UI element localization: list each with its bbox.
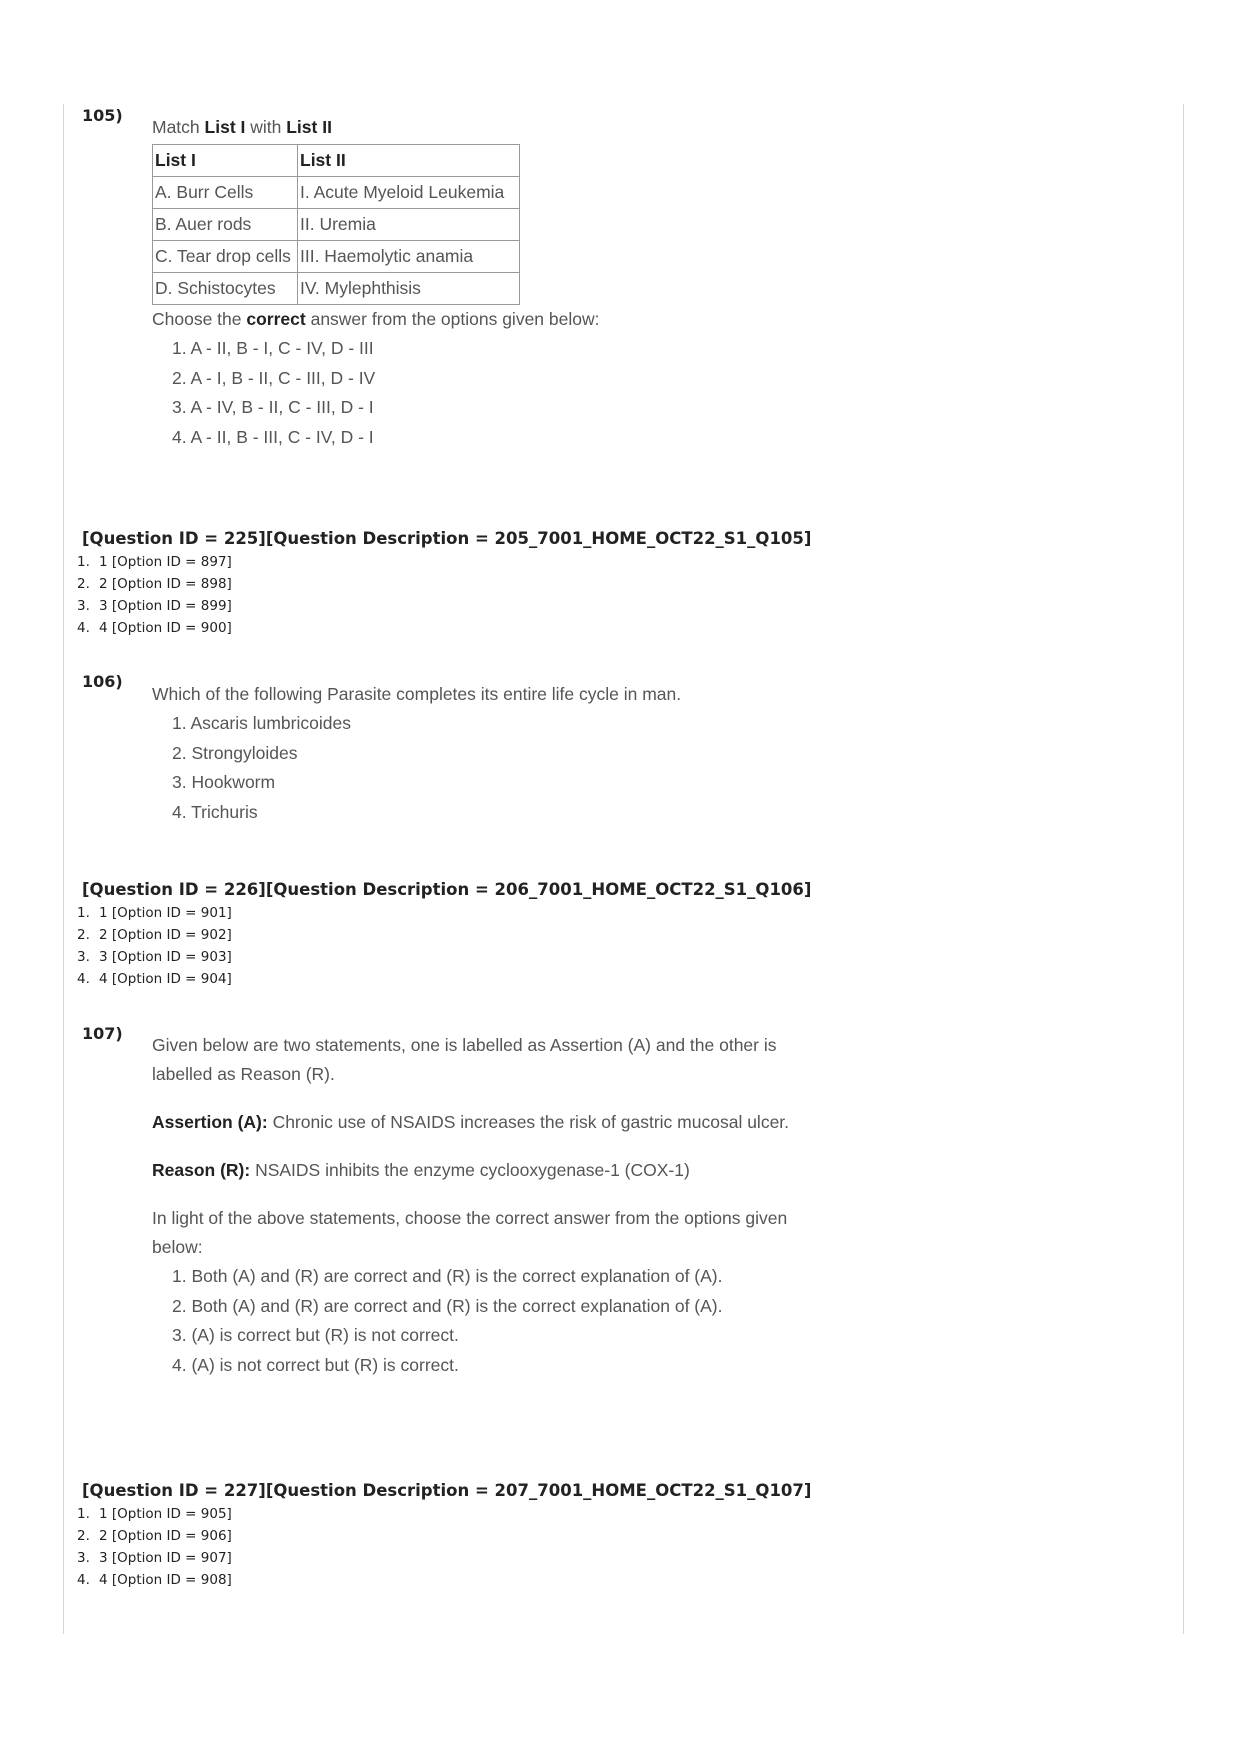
question-stem	[152, 1031, 812, 1380]
answer-option: 4. A - II, B - III, C - IV, D - I	[172, 426, 374, 447]
option-id-item: 1. 1 [Option ID = 901]	[77, 905, 232, 921]
answer-option: 1. A - II, B - I, C - IV, D - III	[172, 338, 374, 358]
question-number: 105)	[82, 106, 123, 125]
option-id-item: 1. 1 [Option ID = 897]	[77, 554, 232, 570]
table-cell: D. Schistocytes	[153, 273, 298, 305]
option-id-list	[77, 902, 232, 990]
option-id-item: 2. 2 [Option ID = 906]	[77, 1528, 232, 1544]
option-id-item: 1. 1 [Option ID = 905]	[77, 1506, 232, 1522]
option-id-item: 4. 4 [Option ID = 908]	[77, 1572, 232, 1588]
table-cell: C. Tear drop cells	[153, 241, 298, 273]
assertion-reason-intro: Given below are two statements, one is labelled as Assertion (A) and the other is labelled as Reason (R).	[152, 1035, 777, 1084]
option-id-item: 3. 3 [Option ID = 899]	[77, 598, 232, 614]
question-stem	[152, 680, 812, 827]
table-header: List II	[298, 145, 520, 177]
answer-options	[152, 709, 812, 827]
answer-option: 3. (A) is correct but (R) is not correct.	[172, 1325, 459, 1345]
table-header-row	[153, 145, 520, 177]
answer-option: 3. Hookworm	[172, 772, 276, 792]
table-row	[153, 241, 520, 273]
option-id-item: 3. 3 [Option ID = 903]	[77, 949, 232, 965]
table-cell: I. Acute Myeloid Leukemia	[298, 177, 520, 209]
question-number: 107)	[82, 1024, 123, 1043]
answer-option: 4. Trichuris	[172, 801, 258, 822]
answer-option: 4. (A) is not correct but (R) is correct.	[172, 1354, 459, 1375]
option-id-item: 4. 4 [Option ID = 904]	[77, 971, 232, 987]
option-id-item: 2. 2 [Option ID = 898]	[77, 576, 232, 592]
answer-options	[152, 1262, 812, 1380]
table-row	[153, 209, 520, 241]
question-stem	[152, 113, 812, 452]
table-cell: II. Uremia	[298, 209, 520, 241]
assertion-statement: Assertion (A): Chronic use of NSAIDS increases the risk of gastric mucosal ulcer.	[152, 1112, 790, 1132]
closing-instruction: In light of the above statements, choose the correct answer from the options given below:	[152, 1208, 788, 1257]
option-id-item: 2. 2 [Option ID = 902]	[77, 927, 232, 943]
option-id-list	[77, 1503, 232, 1591]
page-frame-right-border	[1183, 104, 1184, 1634]
table-row	[153, 273, 520, 305]
table-row	[153, 177, 520, 209]
reason-statement: Reason (R): NSAIDS inhibits the enzyme cyclooxygenase-1 (COX-1)	[152, 1160, 690, 1180]
table-header: List I	[153, 145, 298, 177]
table-cell: III. Haemolytic anamia	[298, 241, 520, 273]
answer-option: 2. Strongyloides	[172, 742, 298, 763]
question-meta: [Question ID = 226][Question Description = 206_7001_HOME_OCT22_S1_Q106]	[82, 880, 812, 899]
question-number: 106)	[82, 672, 123, 691]
answer-option: 2. A - I, B - II, C - III, D - IV	[172, 367, 376, 388]
option-id-item: 4. 4 [Option ID = 900]	[77, 620, 232, 636]
answer-option: 3. A - IV, B - II, C - III, D - I	[172, 397, 374, 417]
table-cell: IV. Mylephthisis	[298, 273, 520, 305]
answer-options	[152, 334, 812, 452]
option-id-item: 3. 3 [Option ID = 907]	[77, 1550, 232, 1566]
answer-option: 1. Ascaris lumbricoides	[172, 713, 351, 733]
question-text: Which of the following Parasite completes its entire life cycle in man.	[152, 684, 682, 704]
answer-option: 2. Both (A) and (R) are correct and (R) is the correct explanation of (A).	[172, 1295, 723, 1316]
match-table	[152, 144, 520, 305]
option-id-list	[77, 551, 232, 639]
page-frame-left-border	[63, 104, 64, 1634]
question-meta: [Question ID = 225][Question Description = 205_7001_HOME_OCT22_S1_Q105]	[82, 529, 812, 548]
table-cell: A. Burr Cells	[153, 177, 298, 209]
table-cell: B. Auer rods	[153, 209, 298, 241]
question-meta: [Question ID = 227][Question Description = 207_7001_HOME_OCT22_S1_Q107]	[82, 1481, 812, 1500]
match-instruction: Match List I with List II	[152, 117, 332, 137]
choose-instruction: Choose the correct answer from the options given below:	[152, 309, 600, 329]
answer-option: 1. Both (A) and (R) are correct and (R) is the correct explanation of (A).	[172, 1266, 723, 1286]
